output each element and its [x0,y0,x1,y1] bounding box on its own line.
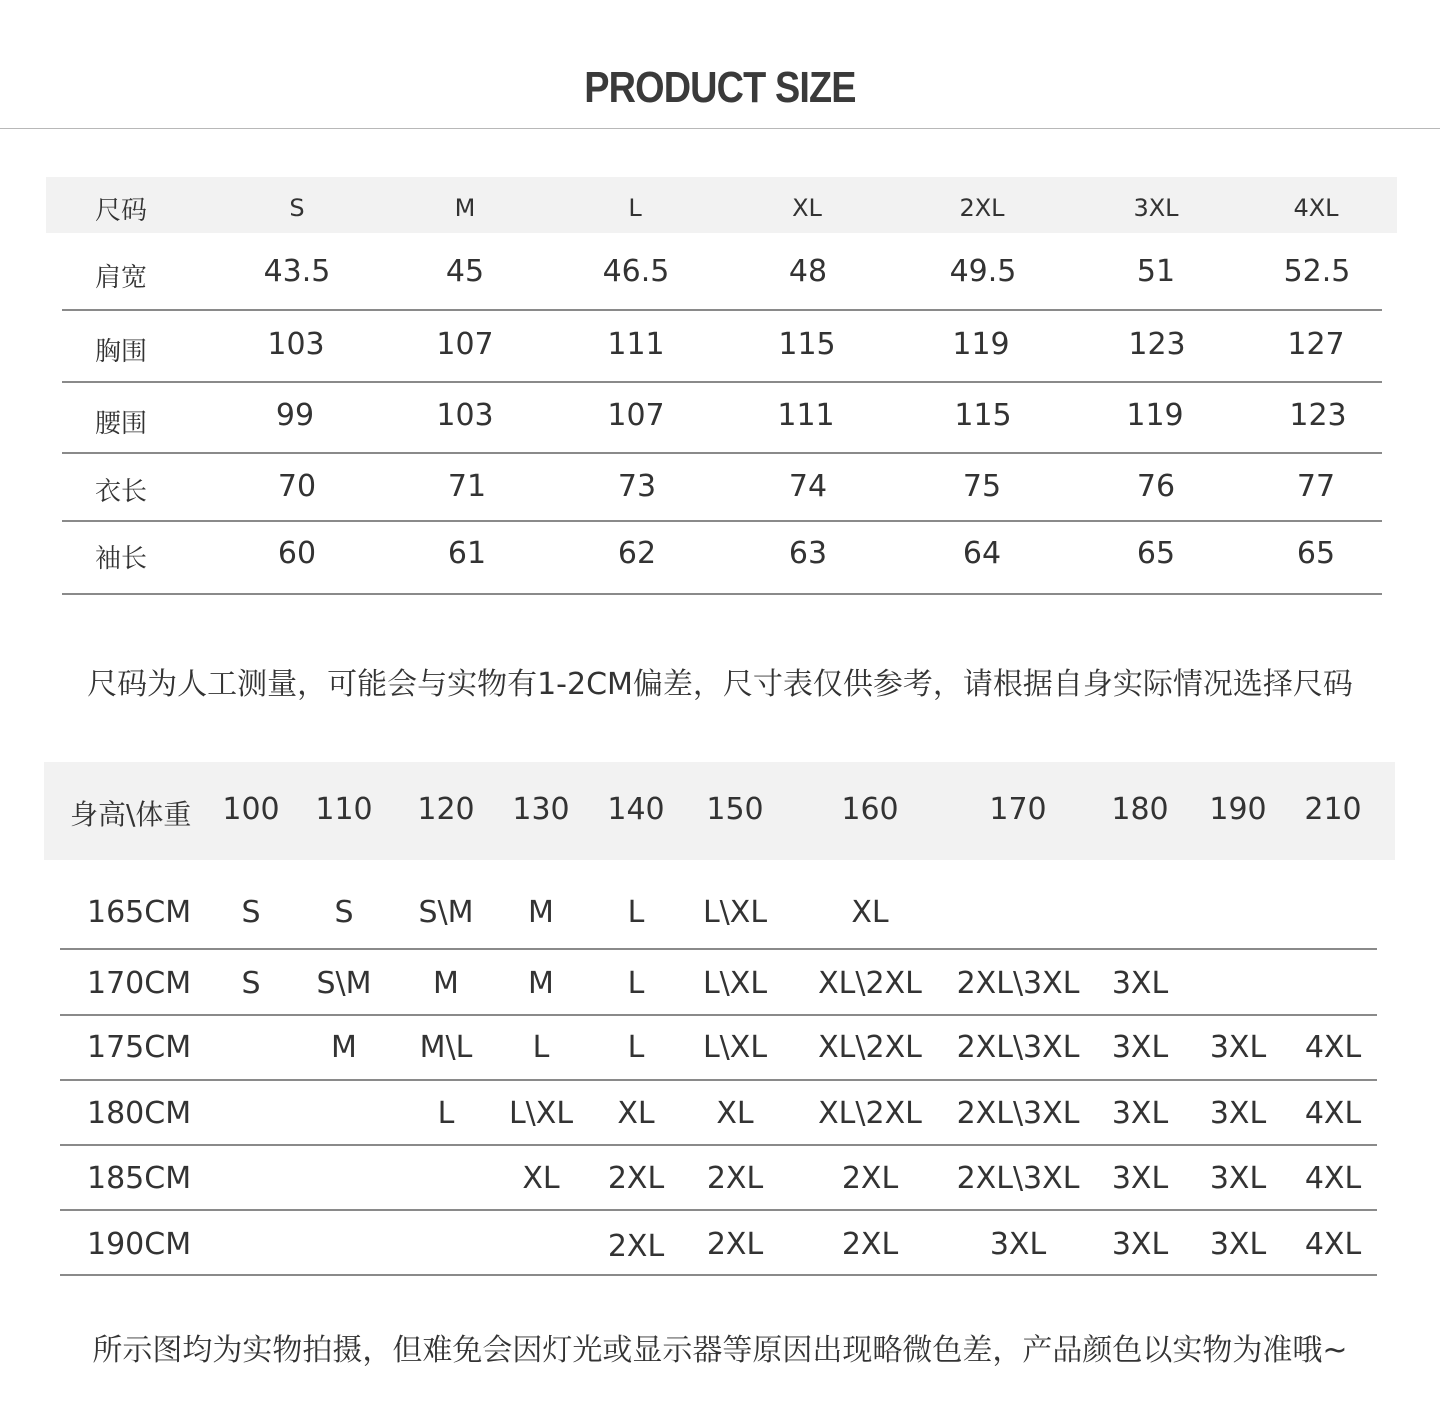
fit-cell: 3XL [1111,1096,1169,1131]
weight-header-cell: 140 [607,792,665,827]
size-cell: 43.5 [263,254,331,289]
fit-cell: S [334,895,354,930]
row-divider [60,1014,1377,1016]
weight-header-cell: 150 [706,792,764,827]
size-cell: 48 [788,254,828,289]
size-row-label: 腰围 [95,409,148,439]
size-cell: 119 [952,327,1010,362]
size-cell: 119 [1126,398,1184,433]
size-cell: 71 [447,469,487,504]
size-header-cell: L [628,194,642,222]
height-row-label: 170CM [87,966,192,1001]
size-cell: 63 [788,536,828,571]
size-cell: 103 [436,398,494,433]
size-cell: 123 [1289,398,1347,433]
fit-table-header-label: 身高\体重 [70,798,192,831]
row-divider [62,381,1382,383]
weight-header-cell: 130 [512,792,570,827]
fit-cell: 3XL [1209,1227,1267,1262]
size-row-label: 袖长 [95,544,148,574]
size-cell: 60 [277,536,317,571]
fit-cell: M [528,966,554,1001]
fit-cell: 2XL [841,1161,899,1196]
fit-cell: L\XL [702,966,768,1001]
fit-cell: M [433,966,459,1001]
weight-header-cell: 100 [222,792,280,827]
weight-header-cell: 180 [1111,792,1169,827]
fit-cell: XL\2XL [818,966,922,1001]
size-cell: 107 [436,327,494,362]
size-cell: 99 [275,398,315,433]
fit-cell: 2XL [607,1229,665,1264]
color-note: 所示图均为实物拍摄，但难免会因灯光或显示器等原因出现略微色差，产品颜色以实物为准哦~ [92,1333,1348,1368]
fit-cell: 4XL [1304,1227,1362,1262]
size-cell: 123 [1128,327,1186,362]
row-divider [62,309,1382,311]
fit-cell: 3XL [1111,966,1169,1001]
fit-cell: S\M [418,895,474,930]
fit-cell: 4XL [1304,1030,1362,1065]
fit-cell: 3XL [1209,1096,1267,1131]
fit-cell: L [627,1030,645,1065]
size-cell: 65 [1136,536,1176,571]
height-row-label: 165CM [87,895,192,930]
height-row-label: 190CM [87,1227,192,1262]
size-cell: 45 [445,254,485,289]
fit-cell: L [627,966,645,1001]
fit-cell: 2XL [706,1161,764,1196]
row-divider [62,520,1382,522]
fit-cell: XL\2XL [818,1096,922,1131]
fit-cell: L [437,1096,455,1131]
size-row-label: 胸围 [95,337,148,367]
size-header-cell: 4XL [1293,194,1339,222]
fit-cell: 3XL [1209,1030,1267,1065]
row-divider [60,1274,1377,1276]
fit-cell: S [241,966,261,1001]
size-cell: 127 [1287,327,1345,362]
fit-cell: L [627,895,645,930]
fit-cell: 3XL [1111,1227,1169,1262]
size-cell: 74 [788,469,828,504]
size-cell: 49.5 [949,254,1017,289]
fit-cell: L\XL [508,1096,574,1131]
fit-cell: XL [851,895,889,930]
size-row-label: 肩宽 [95,263,148,293]
size-cell: 73 [617,469,657,504]
fit-cell: 2XL [841,1227,899,1262]
size-cell: 75 [962,469,1002,504]
size-cell: 61 [447,536,487,571]
fit-cell: XL [522,1161,560,1196]
size-cell: 52.5 [1283,254,1351,289]
row-divider [60,1209,1377,1211]
fit-cell: 3XL [1209,1161,1267,1196]
weight-header-cell: 190 [1209,792,1267,827]
fit-cell: S\M [316,966,372,1001]
fit-cell: L\XL [702,895,768,930]
measurement-note: 尺码为人工测量，可能会与实物有1-2CM偏差，尺寸表仅供参考，请根据自身实际情况选择尺码 [87,667,1353,702]
fit-cell: S [241,895,261,930]
weight-header-cell: 210 [1304,792,1362,827]
fit-cell: 2XL\3XL [956,966,1080,1001]
fit-cell: L [532,1030,550,1065]
fit-cell: 4XL [1304,1096,1362,1131]
title-divider [0,128,1440,129]
row-divider [60,948,1377,950]
size-cell: 64 [962,536,1002,571]
size-header-cell: 2XL [959,194,1005,222]
height-row-label: 180CM [87,1096,192,1131]
fit-cell: M [331,1030,357,1065]
size-cell: 70 [277,469,317,504]
fit-cell: 2XL\3XL [956,1030,1080,1065]
fit-cell: XL [617,1096,655,1131]
height-row-label: 175CM [87,1030,192,1065]
row-divider [60,1144,1377,1146]
fit-cell: L\XL [702,1030,768,1065]
fit-cell: 3XL [989,1227,1047,1262]
size-cell: 46.5 [602,254,670,289]
fit-cell: 2XL\3XL [956,1096,1080,1131]
size-cell: 51 [1136,254,1176,289]
page-title: PRODUCT SIZE [584,63,856,112]
size-cell: 103 [267,327,325,362]
size-cell: 115 [778,327,836,362]
size-header-cell: S [289,194,305,222]
size-cell: 77 [1296,469,1336,504]
fit-cell: 2XL [706,1227,764,1262]
row-divider [62,452,1382,454]
fit-cell: 4XL [1304,1161,1362,1196]
size-row-label: 衣长 [95,477,148,507]
size-cell: 76 [1136,469,1176,504]
fit-cell: XL\2XL [818,1030,922,1065]
weight-header-cell: 110 [315,792,373,827]
height-row-label: 185CM [87,1161,192,1196]
fit-cell: XL [716,1096,754,1131]
size-header-cell: M [454,194,476,222]
fit-cell: M [528,895,554,930]
size-cell: 65 [1296,536,1336,571]
fit-cell: M\L [419,1030,473,1065]
size-cell: 111 [777,398,835,433]
weight-header-cell: 160 [841,792,899,827]
fit-cell: 2XL [607,1161,665,1196]
row-divider [60,1079,1377,1081]
weight-header-cell: 120 [417,792,475,827]
size-table-header-label: 尺码 [95,196,148,226]
size-cell: 111 [607,327,665,362]
weight-header-cell: 170 [989,792,1047,827]
size-cell: 115 [954,398,1012,433]
size-cell: 62 [617,536,657,571]
fit-cell: 3XL [1111,1161,1169,1196]
size-cell: 107 [607,398,665,433]
fit-cell: 2XL\3XL [956,1161,1080,1196]
row-divider [62,593,1382,595]
fit-cell: 3XL [1111,1030,1169,1065]
size-header-cell: 3XL [1133,194,1179,222]
size-header-cell: XL [792,194,822,222]
